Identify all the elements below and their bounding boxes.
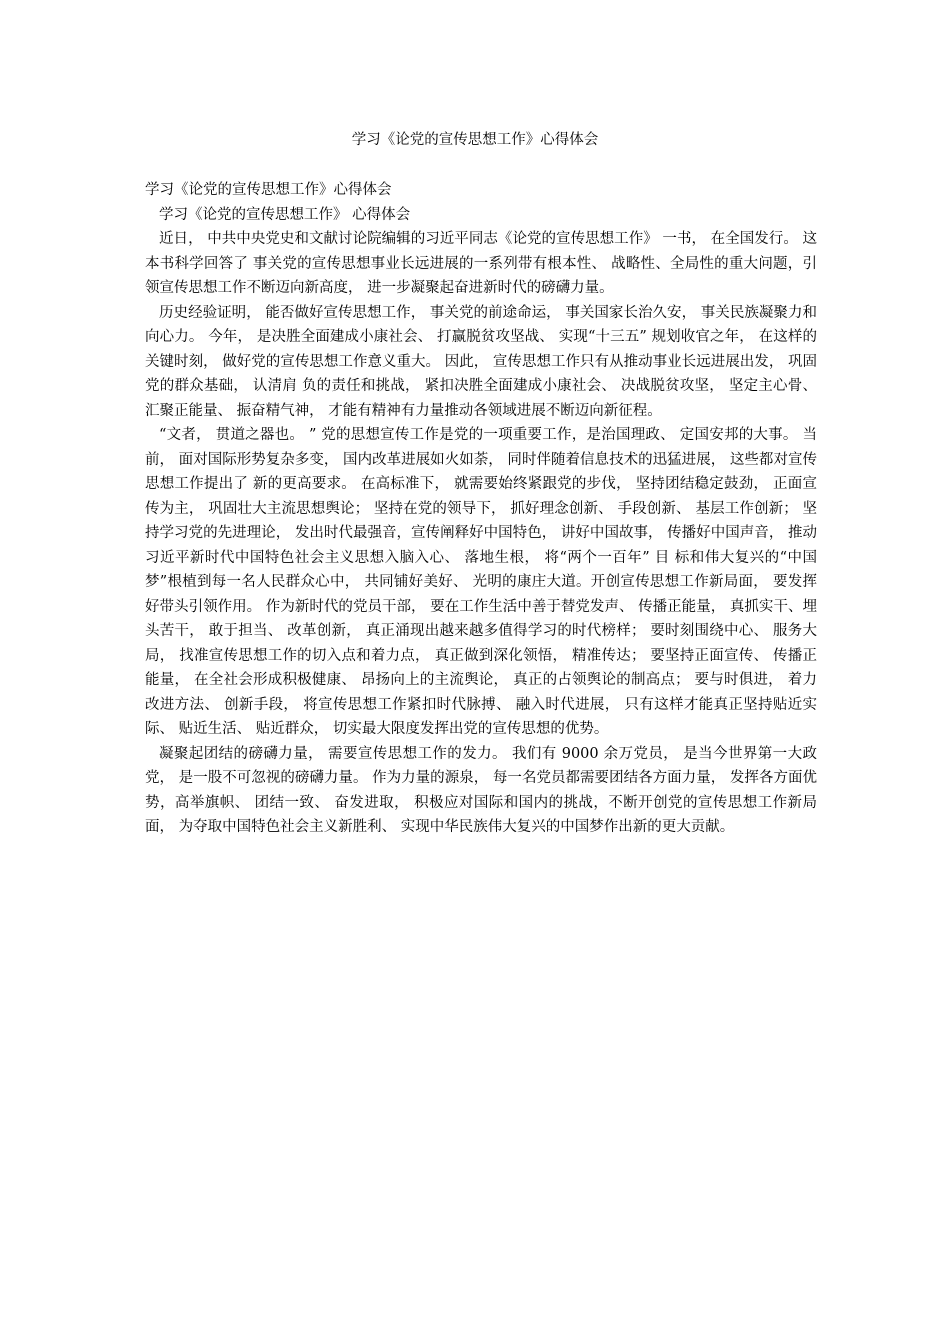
- document-heading: 学习《论党的宣传思想工作》心得体会: [145, 182, 392, 198]
- document-body: [145, 178, 817, 840]
- paragraph-4: 凝聚起团结的磅礴力量， 需要宣传思想工作的发力。 我们有 9000 余万党员， 是当今世界第一大政党， 是一股不可忽视的磅礴力量。 作为力量的源泉， 每一名党员都需要团结各方面力量， 发挥各方面优势，高举旗帜、 团结一致、 奋发进取， 积极应对国际和国内的挑战，不断开创党的宣传思想工作新局面， 为夺取中国特色社会主义新胜利、 实现中华民族伟大复兴的中国梦作出新的更大贡献。: [145, 745, 817, 835]
- paragraph-3: “文者， 贯道之器也。 ” 党的思想宣传工作是党的一项重要工作，是治国理政、 定国安邦的大事。 当前， 面对国际形势复杂多变， 国内改革进展如火如荼， 同时伴随着信息技术的迅猛进展， 这些都对宣传思想工作提出了 新的更高要求。 在高标准下， 就需要始终紧跟党的步伐， 坚持团结稳定鼓劲， 正面宣传为主， 巩固壮大主流思想舆论； 坚持在党的领导下， 抓好理念创新、 手段创新、 基层工作创新； 坚持学习党的先进理论， 发出时代最强音，宣传阐释好中国特色， 讲好中国故事， 传播好中国声音， 推动习近平新时代中国特色社会主义思想入脑入心、 落地生根， 将“两个一百年” 目 标和伟大复兴的“中国梦”根植到每一名人民群众心中， 共同铺好美好、 光明的康庄大道。开创宣传思想工作新局面， 要发挥好带头引领作用。 作为新时代的党员干部， 要在工作生活中善于替党发声、 传播正能量， 真抓实干、埋头苦干， 敢于担当、 改革创新， 真正涌现出越来越多值得学习的时代榜样； 要时刻围绕中心、 服务大局， 找准宣传思想工作的切入点和着力点， 真正做到深化领悟， 精准传达； 要坚持正面宣传、 传播正能量， 在全社会形成积极健康、 昂扬向上的主流舆论， 真正的占领舆论的制高点； 要与时俱进， 着力改进方法、 创新手段， 将宣传思想工作紧扣时代脉搏、 融入时代进展， 只有这样才能真正坚持贴近实际、 贴近生活、 贴近群众， 切实最大限度发挥出党的宣传思想的优势。: [145, 427, 817, 737]
- paragraph-2: 历史经验证明， 能否做好宣传思想工作， 事关党的前途命运， 事关国家长治久安， 事关民族凝聚力和向心力。 今年， 是决胜全面建成小康社会、 打赢脱贫攻坚战、 实现“十三五” 规划收官之年， 在这样的关键时刻， 做好党的宣传思想工作意义重大。 因此， 宣传思想工作只有从推动事业长远进展出发， 巩固党的群众基础， 认清肩 负的责任和挑战， 紧扣决胜全面建成小康社会、 决战脱贫攻坚， 坚定主心骨、汇聚正能量、 振奋精气神， 才能有精神有力量推动各领域进展不断迈向新征程。: [145, 304, 817, 419]
- paragraph-1: 近日， 中共中央党史和文献讨论院编辑的习近平同志《论党的宣传思想工作》 一书， 在全国发行。 这本书科学回答了 事关党的宣传思想事业长远进展的一系列带有根本性、 战略性、全局性的重大问题，引领宣传思想工作不断迈向新高度， 进一步凝聚起奋进新时代的磅礴力量。: [145, 231, 817, 296]
- document-title: 学习《论党的宣传思想工作》心得体会: [351, 132, 599, 148]
- document-subheading: 学习《论党的宣传思想工作》 心得体会: [159, 206, 411, 223]
